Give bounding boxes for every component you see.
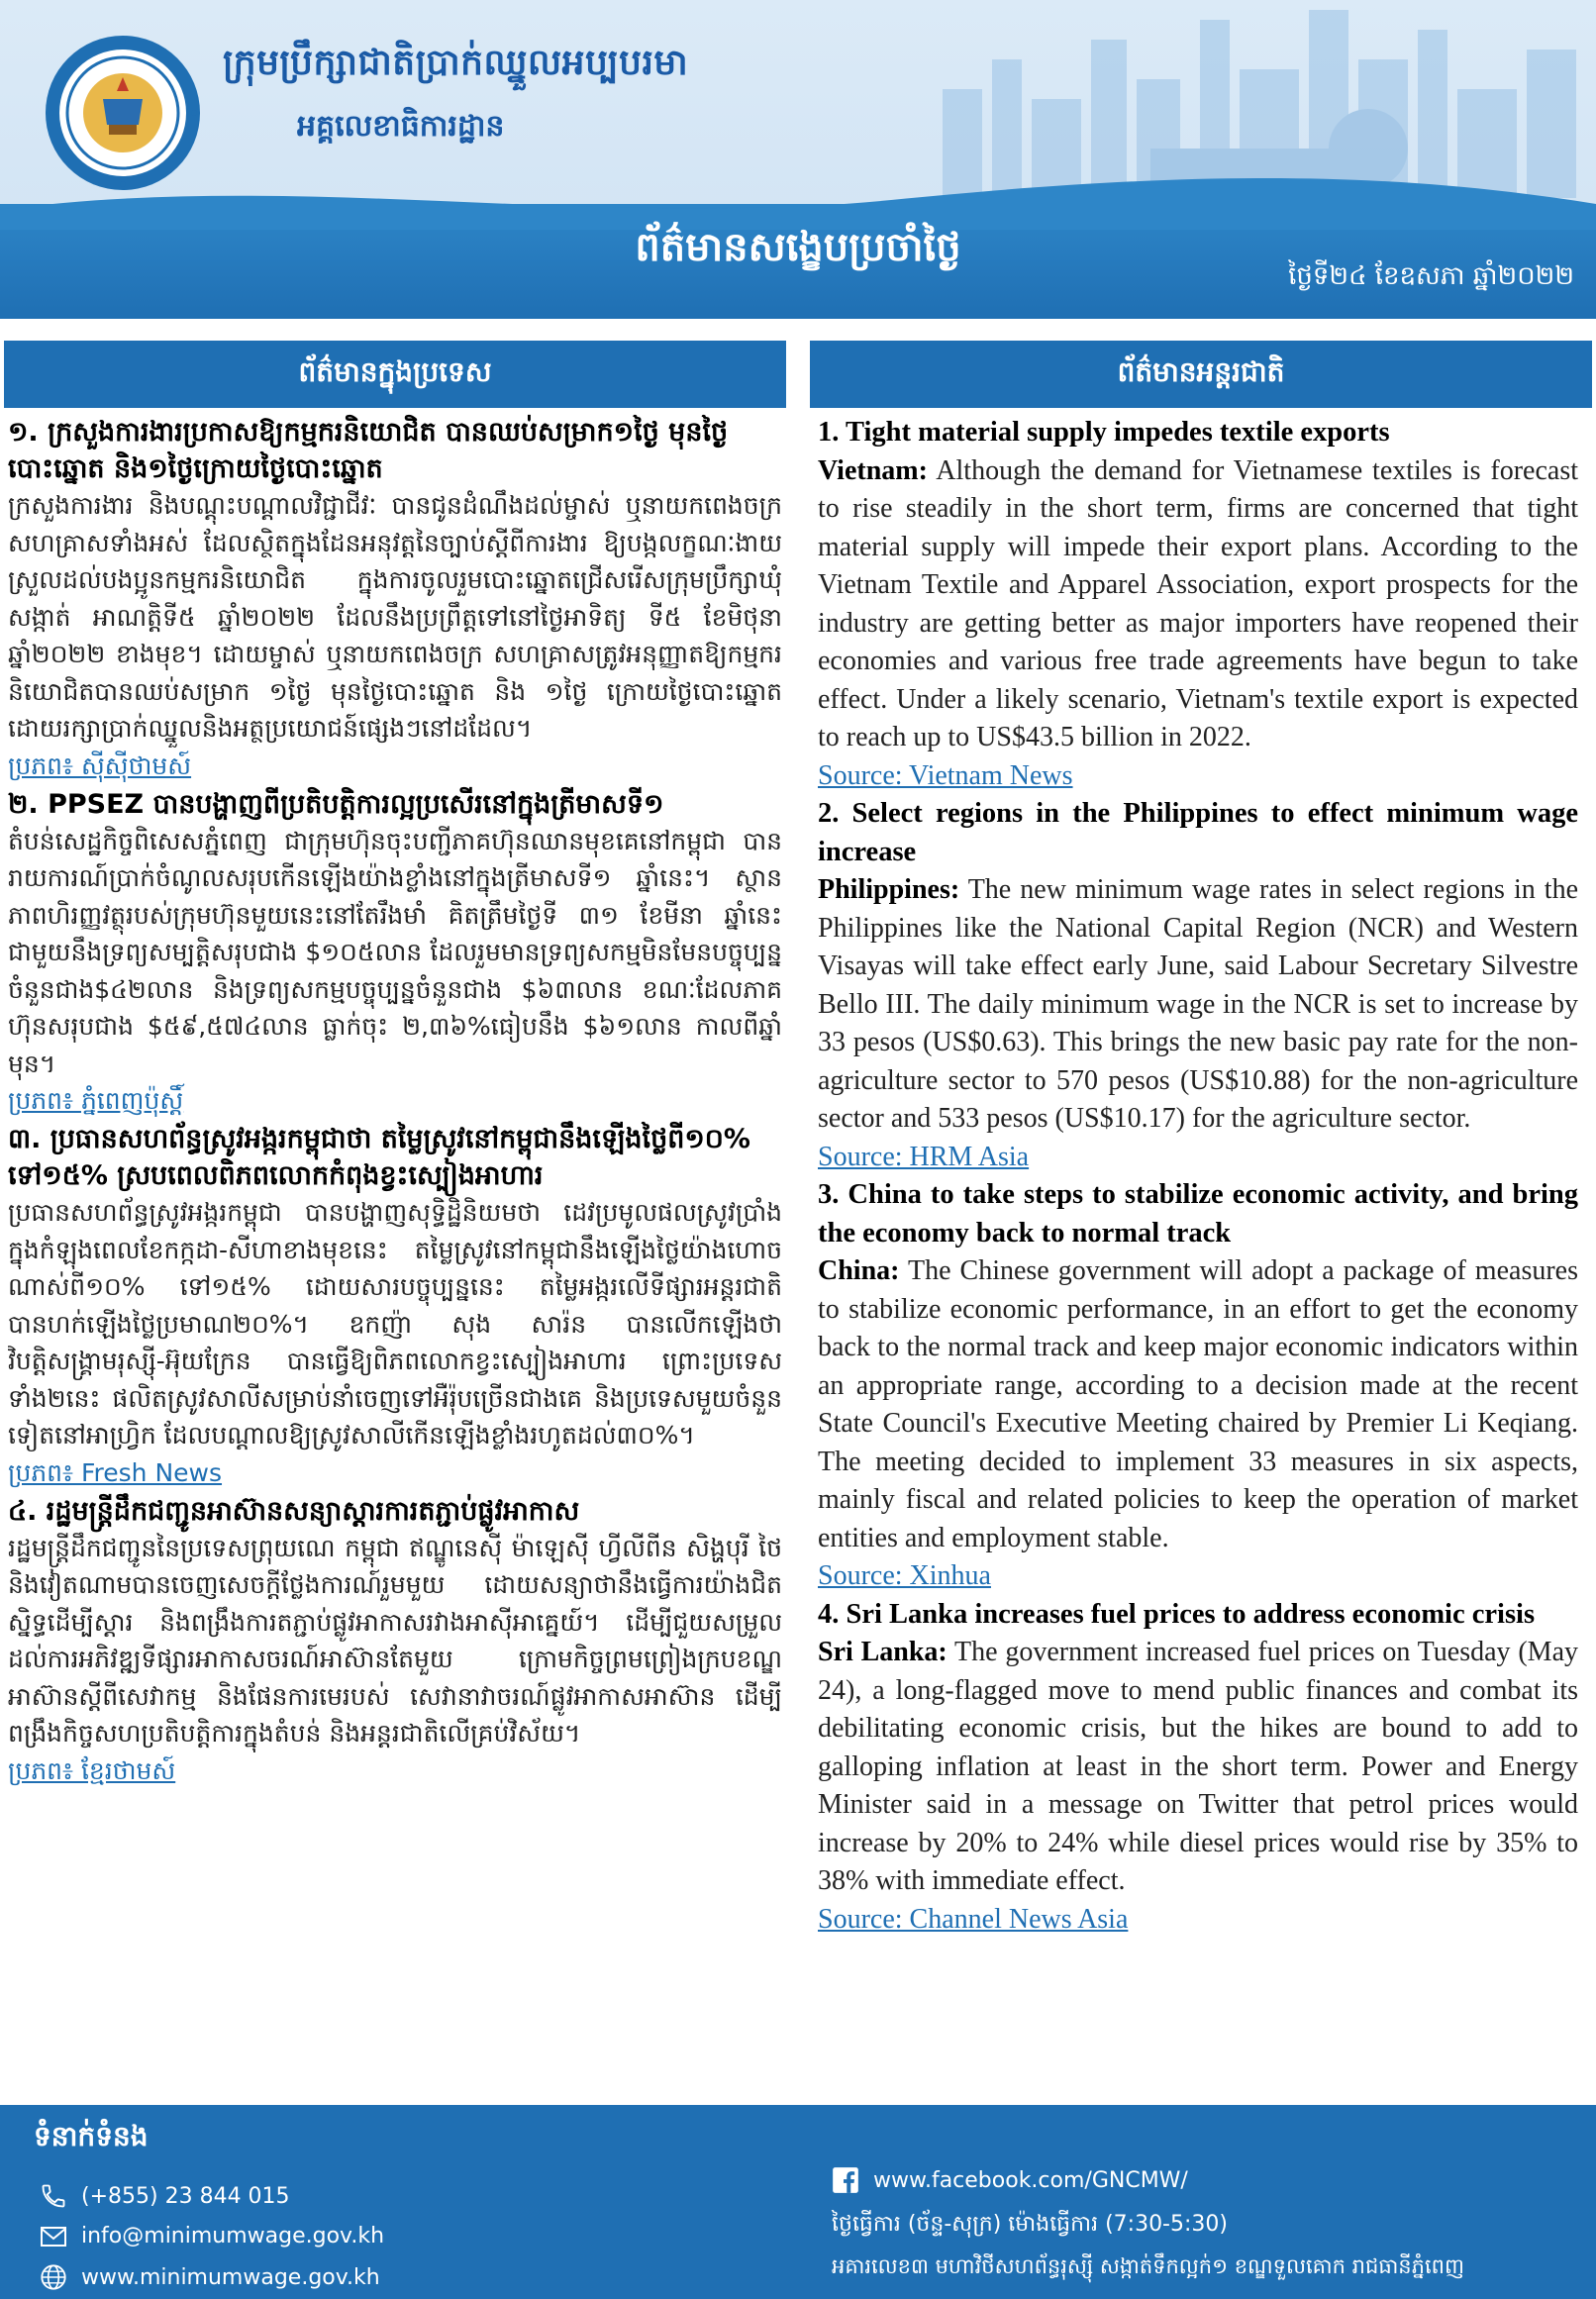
office-address-text: អគារលេខ៣ មហាវិថីសហព័ន្ធរុស្ស៊ី សង្កាត់ទឹកល្អក់១ ខណ្ឌទួលគោក រាជធានីភ្នំពេញ xyxy=(832,2254,1464,2278)
article-text: The new minimum wage rates in select regions in the Philippines like the National Capital Region (NCR) and Western Visayas will take effect early June, said Labour Secretary Silvestre Bello III. The daily minimum wage in the NCR is set to increase by 33 pesos (US$0.63). This brings the new basic pay rate for the non-agriculture sector to 570 pesos (US$10.88) for the non-agriculture sector and 533 pesos (US$10.17) for the agriculture sector. xyxy=(818,874,1578,1134)
article-text: Although the demand for Vietnamese textiles is forecast to rise steadily in the short term, firms are concerned that tight material supply will impede their export plans. According to the Vietnam Textile and Apparel Association, export prospects for the industry are getting better as major importers have reopened their economies and various free trade agreements have begun to take effect. Under a likely scenario, Vietnam's textile export is expected to reach up to US$43.5 billion in 2022. xyxy=(818,454,1578,752)
article-country: Sri Lanka: xyxy=(818,1637,948,1667)
article-title: ៤. រដ្ឋមន្ត្រីដឹកជញ្ជូនអាស៊ានសន្យាស្តារការតភ្ជាប់ផ្លូវអាកាស xyxy=(8,1495,580,1527)
page-header xyxy=(0,0,1596,319)
phone-icon xyxy=(40,2182,67,2210)
seal-logo-icon xyxy=(44,34,202,192)
domestic-article xyxy=(8,1493,782,1791)
bulletin-title: ព័ត៌មានសង្ខេបប្រចាំថ្ងៃ xyxy=(635,225,961,270)
international-article xyxy=(818,1176,1578,1596)
domestic-article xyxy=(8,414,782,786)
international-article xyxy=(818,414,1578,795)
contact-title: ទំនាក់ទំនង xyxy=(34,2120,149,2152)
article-source-link[interactable]: ប្រភព៖ ខ្មែរថាមស៍ xyxy=(8,1755,176,1785)
article-source-link[interactable]: Source: Vietnam News xyxy=(818,759,1073,791)
article-country: China: xyxy=(818,1255,900,1286)
article-title: 2. Select regions in the Philippines to effect minimum wage increase xyxy=(818,798,1578,867)
working-hours xyxy=(832,2210,1228,2242)
article-title: ១. ក្រសួងការងារប្រកាសឱ្យកម្មករនិយោជិត បានឈប់សម្រាក១ថ្ងៃ មុនថ្ងៃបោះឆ្នោត និង១ថ្ងៃក្រោយថ្ងៃបោះឆ្នោត xyxy=(8,417,729,484)
city-skyline-icon xyxy=(903,0,1596,198)
domestic-news-column xyxy=(8,414,782,2097)
international-news-heading: ព័ត៌មានអន្តរជាតិ xyxy=(810,341,1592,408)
article-body xyxy=(818,452,1578,757)
organization-name: ក្រុមប្រឹក្សាជាតិប្រាក់ឈ្នួលអប្បបរមា xyxy=(223,43,689,83)
article-source-link[interactable]: ប្រភព៖ Fresh News xyxy=(8,1457,223,1487)
international-article xyxy=(818,1596,1578,1940)
article-source-link[interactable]: Source: HRM Asia xyxy=(818,1141,1030,1172)
international-article xyxy=(818,795,1578,1176)
office-address xyxy=(832,2253,1464,2284)
article-body: ប្រធានសហព័ន្ធស្រូវអង្ករកម្ពុជា បានបង្ហាញសុទ្ធិដ្ឋិនិយមថា ដេវប្រមូលផលស្រូវប្រាំងក្នុងកំឡុងពេលខែកក្កដា-សីហាខាងមុខនេះ តម្លៃស្រូវនៅកម្ពុជានឹងឡើងថ្លៃយ៉ាងហោចណាស់ពី១០% ទៅ១៥% ដោយសារបច្ចុប្បន្ននេះ តម្លៃអង្ករលើទីផ្សារអន្តរជាតិ បានហក់ឡើងថ្លៃប្រមាណ២០%។ ឧកញ៉ា សុង សារ៉ន បានលើកឡើងថា វិបត្តិសង្គ្រាមរុស្ស៊ី-អ៊ុយក្រែន បានធ្វើឱ្យពិភពលោកខ្វះស្បៀងអាហារ ព្រោះប្រទេសទាំង២នេះ ផលិតស្រូវសាលីសម្រាប់នាំចេញទៅអឺរ៉ុបច្រើនជាងគេ និងប្រទេសមួយចំនួនទៀតនៅអាហ្វ្រិក ដែលបណ្តាលឱ្យស្រូវសាលីកើនឡើងខ្លាំងរហូតដល់៣០%។ xyxy=(8,1198,782,1449)
article-country: Philippines: xyxy=(818,874,960,905)
article-title: 3. China to take steps to stabilize economic activity, and bring the economy back to normal track xyxy=(818,1179,1578,1249)
website-url: www.minimumwage.gov.kh xyxy=(81,2264,380,2290)
phone-number: (+855) 23 844 015 xyxy=(81,2183,290,2209)
article-title: ៣. ប្រធានសហព័ន្ធស្រូវអង្ករកម្ពុជាថា តម្លៃស្រូវនៅកម្ពុជានឹងឡើងថ្លៃពី១០% ទៅ១៥% ស្របពេលពិភពលោកកំពុងខ្វះស្បៀងអាហារ xyxy=(8,1124,750,1191)
domestic-article xyxy=(8,786,782,1122)
article-body xyxy=(818,1634,1578,1901)
bulletin-date: ថ្ងៃទី២៤ ខែឧសភា ឆ្នាំ២០២២ xyxy=(1288,261,1574,291)
article-text: The government increased fuel prices on Tuesday (May 24), a long-flagged move to mend public finances and combat its debilitating economic crisis, but the hikes are bound to add to galloping inflation at least in the short term. Power and Energy Minister said in a message on Twitter that petrol prices would increase by 20% to 24% while diesel prices would rise by 35% to 38% with immediate effect. xyxy=(818,1637,1578,1896)
facebook-url: www.facebook.com/GNCMW/ xyxy=(873,2167,1188,2193)
article-title: ២. PPSEZ បានបង្ហាញពីប្រតិបត្តិការល្អប្រសើរនៅក្នុងត្រីមាសទី១ xyxy=(8,788,664,820)
article-source-link[interactable]: ប្រភព៖ ភ្នំពេញប៉ុស្តិ៍ xyxy=(8,1086,184,1115)
article-title: 1. Tight material supply impedes textile exports xyxy=(818,417,1390,448)
domestic-article xyxy=(8,1121,782,1493)
website-row[interactable] xyxy=(40,2263,380,2291)
article-source-link[interactable]: ប្រភព៖ ស៊ីស៊ីថាមស៍ xyxy=(8,750,192,780)
international-news-column xyxy=(818,414,1578,2097)
organization-subtitle: អគ្គលេខាធិការដ្ឋាន xyxy=(297,109,505,144)
article-country: Vietnam: xyxy=(818,454,928,486)
article-body: ក្រសួងការងារ និងបណ្តុះបណ្តាលវិជ្ជាជីវៈ បានជូនដំណឹងដល់ម្ចាស់ ឬនាយកពេងចក្រ សហគ្រាសទាំងអស់ ដែលស្ថិតក្នុងដែនអនុវត្តនៃច្បាប់ស្តីពីការងារ ឱ្យបង្កលក្ខណៈងាយស្រួលដល់បងប្អូនកម្មករនិយោជិត ក្នុងការចូលរួមបោះឆ្នោតជ្រើសរើសក្រុមប្រឹក្សាឃុំ សង្កាត់ អាណត្តិទី៥ ឆ្នាំ២០២២ ដែលនឹងប្រព្រឹត្តទៅនៅថ្ងៃអាទិត្យ ទី៥ ខែមិថុនា ឆ្នាំ២០២២ ខាងមុខ។ ដោយម្ចាស់ ឬនាយកពេងចក្រ សហគ្រាសត្រូវអនុញ្ញាតឱ្យកម្មករនិយោជិតបានឈប់សម្រាក ១ថ្ងៃ មុនថ្ងៃបោះឆ្នោត និង ១ថ្ងៃ ក្រោយថ្ងៃបោះឆ្នោត ដោយរក្សាប្រាក់ឈ្នួលនិងអត្ថប្រយោជន៍ផ្សេងៗនៅដដែល។ xyxy=(8,491,782,743)
article-body: តំបន់សេដ្ឋកិច្ចពិសេសភ្នំពេញ ជាក្រុមហ៊ុនចុះបញ្ជីភាគហ៊ុនឈានមុខគេនៅកម្ពុជា បានរាយការណ៍ប្រាក់ចំណូលសរុបកើនឡើងយ៉ាងខ្លាំងនៅក្នុងត្រីមាសទី១ ឆ្នាំនេះ។ ស្ថានភាពហិរញ្ញវត្ថុរបស់ក្រុមហ៊ុនមួយនេះនៅតែរឹងមាំ គិតត្រឹមថ្ងៃទី ៣១ ខែមីនា ឆ្នាំនេះ ជាមួយនឹងទ្រព្យសម្បត្តិសរុបជាង $១០៥លាន ដែលរួមមានទ្រព្យសកម្មមិនមែនបច្ចុប្បន្នចំនួនជាង$៤២លាន និងទ្រព្យសកម្មបច្ចុប្បន្នចំនួនជាង $៦៣លាន ខណៈដែលភាគហ៊ុនសរុបជាង $៥៩,៥៧៤លាន ធ្លាក់ចុះ ២,៣៦%ធៀបនឹង $៦១លាន កាលពីឆ្នាំមុន។ xyxy=(8,826,782,1078)
article-source-link[interactable]: Source: Xinhua xyxy=(818,1560,991,1591)
working-hours-text: ថ្ងៃធ្វើការ (ច័ន្ទ-សុក្រ) ម៉ោងធ្វើការ (7:30-5:30) xyxy=(832,2212,1228,2237)
contact-footer xyxy=(0,2105,1596,2299)
phone-row[interactable] xyxy=(40,2182,290,2210)
decorative-wave xyxy=(0,170,1596,230)
globe-icon xyxy=(40,2263,67,2291)
article-body xyxy=(818,1252,1578,1557)
article-title: 4. Sri Lanka increases fuel prices to address economic crisis xyxy=(818,1598,1536,1630)
email-row[interactable] xyxy=(40,2224,384,2249)
domestic-news-heading: ព័ត៌មានក្នុងប្រទេស xyxy=(4,341,786,408)
email-address: info@minimumwage.gov.kh xyxy=(81,2224,385,2249)
mail-icon xyxy=(40,2225,67,2249)
article-text: The Chinese government will adopt a package of measures to stabilize economic performance, in an effort to get the economy back to the normal track and keep major economic indicators within an appropriate range, according to a decision made at the recent State Council's Executive Meeting chaired by Premier Li Keqiang. The meeting decided to implement 33 measures in six aspects, mainly fiscal and related policies to keep the operation of market entities and employment stable. xyxy=(818,1255,1578,1553)
article-source-link[interactable]: Source: Channel News Asia xyxy=(818,1903,1129,1935)
article-body xyxy=(818,871,1578,1139)
facebook-icon xyxy=(832,2166,859,2194)
facebook-row[interactable] xyxy=(832,2166,1188,2194)
article-body: រដ្ឋមន្ត្រីដឹកជញ្ជូននៃប្រទេសព្រុយណេ កម្ពុជា ឥណ្ឌូនេស៊ី ម៉ាឡេស៊ី ហ្វីលីពីន សិង្ហបុរី ថៃ និងវៀតណាមបានចេញសេចក្តីថ្លែងការណ៍រួមមួយ ដោយសន្យាថានឹងធ្វើការយ៉ាងជិតស្និទ្ធដើម្បីស្តារ និងពង្រឹងការតភ្ជាប់ផ្លូវអាកាសរវាងអាស៊ីអាគ្នេយ៍។ ដើម្បីជួយសម្រួលដល់ការអភិវឌ្ឍទីផ្សារអាកាសចរណ៍អាស៊ានតែមួយ ក្រោមកិច្ចព្រមព្រៀងក្របខណ្ឌអាស៊ានស្តីពីសេវាកម្ម និងផែនការមេរបស់ សេវានាវាចរណ៍ផ្លូវអាកាសអាស៊ាន ដើម្បីពង្រឹងកិច្ចសហប្រតិបត្តិការក្នុងតំបន់ និងអន្តរជាតិលើគ្រប់វិស័យ។ xyxy=(8,1533,782,1748)
